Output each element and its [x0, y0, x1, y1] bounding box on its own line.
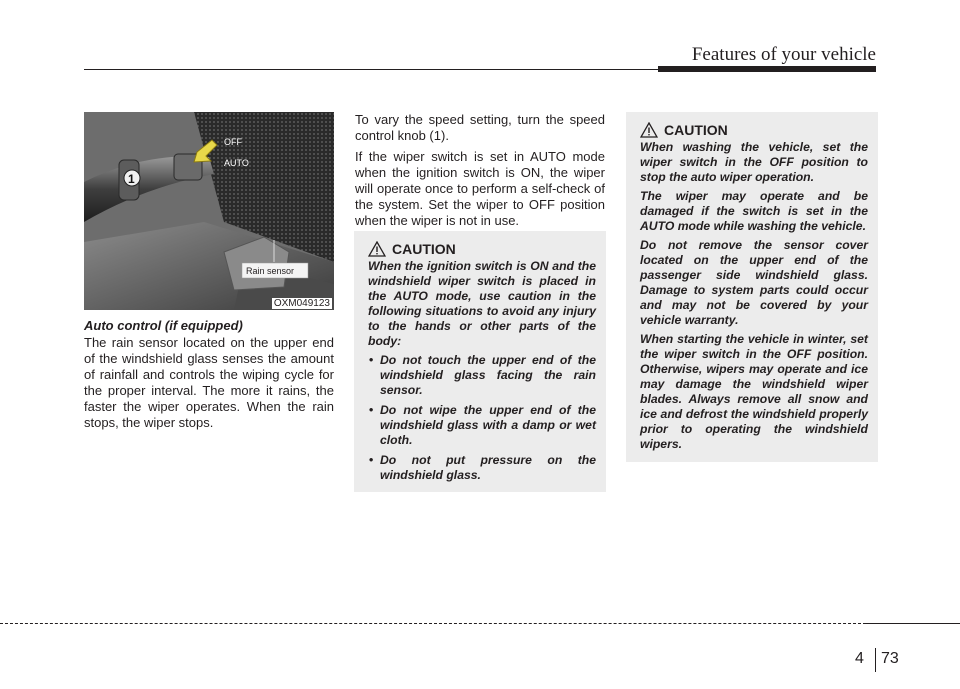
knob-number-label: 1 — [128, 172, 135, 186]
header-accent-bar — [658, 66, 876, 72]
caution-paragraph: When washing the vehicle, set the wiper switch in the OFF position to stop the auto wiper operation. — [640, 140, 868, 184]
caution-bullet-list — [368, 353, 596, 483]
figure-label-off: OFF — [224, 137, 242, 147]
caution-paragraph: When starting the vehicle in winter, set the wiper switch in the OFF position. Otherwise, wipers may operate and ice may damage the windshield wiper blades. Always remove all snow and ice and defrost the windshield properly prior to operating the windshield wipers. — [640, 332, 868, 451]
figure-label-rain-sensor: Rain sensor — [246, 266, 295, 276]
caution-title: CAUTION — [392, 241, 456, 257]
page-header-title: Features of your vehicle — [691, 44, 876, 65]
chapter-number: 4 — [855, 650, 864, 667]
footer-rule — [0, 623, 866, 624]
figure-code: OXM049123 — [273, 298, 330, 309]
section-heading: Auto control (if equipped) — [84, 318, 243, 333]
wiper-stalk-illustration — [84, 112, 334, 310]
warning-triangle-icon — [368, 241, 386, 257]
middle-paragraph-2: If the wiper switch is set in AUTO mode when the ignition switch is ON, the wiper will operate once to perform a self-check of the system. Set the wiper to OFF position when the wiper is not in use. — [355, 149, 605, 228]
caution-header — [368, 241, 596, 257]
caution-box-middle — [354, 231, 606, 492]
caution-bullet: • Do not wipe the upper end of the windshield glass with a damp or wet cloth. — [368, 403, 596, 448]
figure-label-auto: AUTO — [224, 158, 249, 168]
page-number-divider — [875, 648, 876, 672]
caution-header — [640, 122, 868, 138]
caution-intro: When the ignition switch is ON and the windshield wiper switch is placed in the AUTO mode, use caution in the following situations to avoid any injury to the hands or other parts of the body: — [368, 259, 596, 348]
wiper-stalk-figure — [84, 112, 334, 310]
caution-paragraph: The wiper may operate and be damaged if the switch is set in the AUTO mode while washing the vehicle. — [640, 189, 868, 233]
page-number: 73 — [881, 650, 899, 667]
footer-rule-solid — [866, 623, 960, 624]
middle-column — [355, 112, 605, 234]
caution-box-right — [626, 112, 878, 462]
caution-title: CAUTION — [664, 122, 728, 138]
caution-bullet: • Do not touch the upper end of the windshield glass facing the rain sensor. — [368, 353, 596, 398]
warning-triangle-icon — [640, 122, 658, 138]
middle-paragraph-1: To vary the speed setting, turn the speed control knob (1). — [355, 112, 605, 143]
caution-bullet: • Do not put pressure on the windshield glass. — [368, 453, 596, 483]
left-paragraph: The rain sensor located on the upper end of the windshield glass senses the amount of rainfall and controls the wiping cycle for the proper interval. The more it rains, the faster the wiper operates. When the rain stops, the wiper stops. — [84, 335, 334, 430]
caution-paragraph: Do not remove the sensor cover located on the upper end of the passenger side windshield glass. Damage to system parts could occur and may not be covered by your vehicle warranty. — [640, 238, 868, 327]
